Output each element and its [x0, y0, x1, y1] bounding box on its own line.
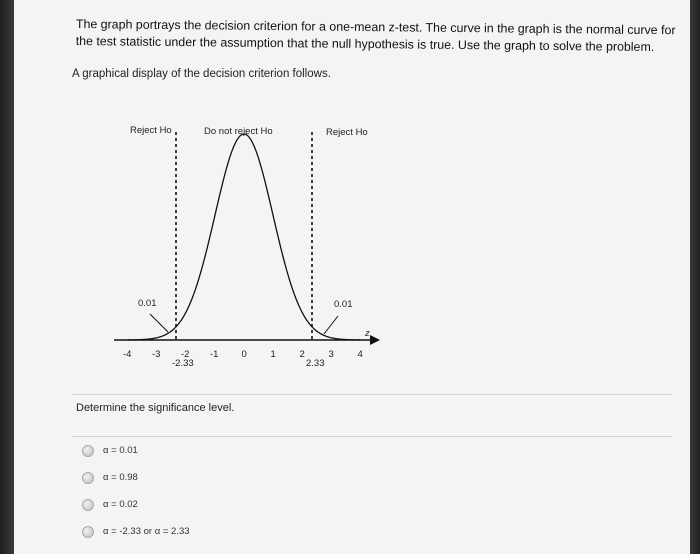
radio-button[interactable]	[82, 472, 94, 484]
tick-label: -4	[123, 349, 132, 360]
x-axis-arrow	[370, 335, 380, 345]
tick-label: -3	[152, 349, 161, 360]
tick-label: -1	[210, 349, 219, 360]
tail-left-pointer	[150, 314, 168, 332]
critical-value-right: 2.33	[306, 358, 325, 369]
screen-bezel-left	[0, 0, 14, 554]
tick-labels	[123, 349, 363, 360]
divider	[72, 394, 672, 395]
option-d[interactable]	[78, 518, 668, 545]
prompt-text: Determine the significance level.	[76, 402, 235, 414]
tail-left-area: 0.01	[138, 298, 157, 309]
reject-right-label: Reject Ho	[326, 127, 368, 138]
option-label: α = 0.02	[103, 499, 138, 510]
reject-left-label: Reject Ho	[130, 125, 172, 136]
question-text: The graph portrays the decision criterion for a one-mean z-test. The curve in the graph is the normal curve for the test statistic under the assumption that the null hypothesis is true. Use the graph to solve the problem.	[75, 16, 676, 55]
tick-label: 1	[270, 349, 276, 360]
radio-button[interactable]	[82, 499, 94, 511]
tail-right-pointer	[324, 316, 338, 334]
screen-bezel-right	[690, 0, 700, 554]
normal-curve	[128, 134, 360, 340]
tick-label: 2	[299, 349, 305, 360]
answer-options	[78, 437, 668, 545]
critical-value-left: -2.33	[172, 358, 194, 369]
tick-label: -2	[181, 349, 190, 360]
option-a[interactable]	[78, 437, 668, 464]
tick-label: 3	[328, 349, 334, 360]
z-axis-label: z	[365, 328, 370, 339]
tail-right-area: 0.01	[334, 299, 353, 310]
radio-button[interactable]	[82, 526, 94, 538]
option-c[interactable]	[78, 491, 668, 518]
option-label: α = 0.01	[103, 445, 138, 456]
tick-label: 0	[241, 349, 247, 360]
radio-button[interactable]	[82, 445, 94, 457]
option-label: α = 0.98	[103, 472, 138, 483]
decision-criterion-graph	[100, 112, 400, 380]
graph-intro: A graphical display of the decision criterion follows.	[72, 68, 331, 80]
tick-label: 4	[357, 349, 363, 360]
normal-curve-chart	[100, 112, 400, 380]
do-not-reject-label: Do not reject Ho	[204, 126, 273, 137]
option-label: α = -2.33 or α = 2.33	[103, 526, 190, 537]
option-b[interactable]	[78, 464, 668, 491]
